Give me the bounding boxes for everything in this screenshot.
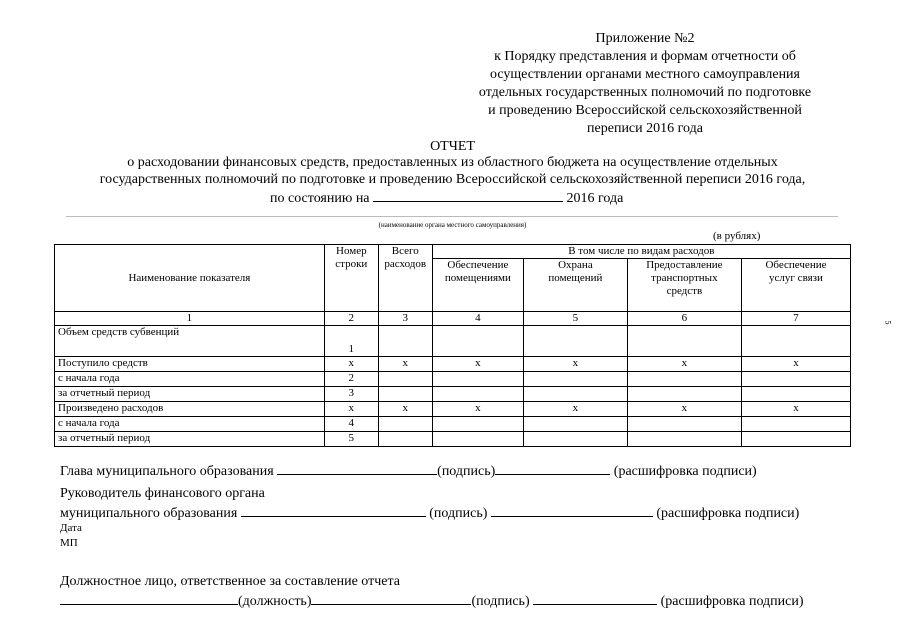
report-subtitle: о расходовании финансовых средств, предоставленных из областного бюджета на осуществление отдельных [127, 155, 778, 170]
value-cell[interactable] [627, 326, 741, 357]
position-caption: (должность) [238, 594, 312, 609]
signature-caption: (подпись) [437, 464, 496, 479]
row-code: 1 [324, 326, 378, 357]
official-name-field[interactable] [533, 592, 657, 605]
appendix-title: Приложение №2 [595, 31, 695, 46]
decoding-caption: (расшифровка подписи) [656, 506, 800, 521]
col-number: 4 [432, 312, 523, 326]
appendix-line: отдельных государственных полномочий по подготовке [478, 85, 812, 100]
as-of-line [270, 189, 623, 207]
decoding-caption: (расшифровка подписи) [660, 594, 804, 609]
value-cell: x [627, 402, 741, 417]
report-table [54, 244, 851, 447]
page-number: 5 [883, 320, 893, 325]
value-cell[interactable] [627, 432, 741, 447]
as-of-prefix: по состоянию на [270, 191, 370, 206]
official-label: Должностное лицо, ответственное за составление отчета [60, 574, 400, 589]
col-number: 6 [627, 312, 741, 326]
value-cell[interactable] [378, 326, 432, 357]
row-code: 5 [324, 432, 378, 447]
col-number: 1 [55, 312, 325, 326]
official-position-field[interactable] [60, 592, 238, 605]
row-name: Объем средств субвенций [55, 326, 325, 357]
value-cell[interactable] [741, 432, 850, 447]
row-name: за отчетный период [55, 387, 325, 402]
finance-signature-line [60, 504, 799, 522]
finance-name-field[interactable] [491, 504, 653, 517]
value-cell[interactable] [524, 387, 628, 402]
row-code: x [324, 357, 378, 372]
table-row [55, 387, 851, 402]
stamp-label: МП [60, 537, 78, 549]
appendix-line: переписи 2016 года [587, 121, 703, 136]
header-name: Наименование показателя [55, 245, 325, 312]
value-cell: x [524, 357, 628, 372]
col-number: 5 [524, 312, 628, 326]
value-cell: x [378, 357, 432, 372]
value-cell[interactable] [741, 326, 850, 357]
row-name: с начала года [55, 372, 325, 387]
header-security: Охрана помещений [524, 259, 628, 312]
table-row [55, 432, 851, 447]
row-code: 4 [324, 417, 378, 432]
head-signature-line [60, 462, 757, 480]
header-communications: Обеспечение услуг связи [741, 259, 850, 312]
value-cell[interactable] [432, 387, 523, 402]
units-label: (в рублях) [713, 230, 761, 242]
date-label: Дата [60, 522, 82, 534]
org-name-field[interactable] [66, 216, 838, 217]
value-cell[interactable] [378, 387, 432, 402]
table-row [55, 402, 851, 417]
value-cell[interactable] [627, 387, 741, 402]
appendix-line: к Порядку представления и формам отчетности об [494, 49, 796, 64]
appendix-header [460, 30, 830, 138]
head-signature-field[interactable] [277, 462, 437, 475]
value-cell[interactable] [524, 417, 628, 432]
decoding-caption: (расшифровка подписи) [613, 464, 757, 479]
value-cell[interactable] [432, 432, 523, 447]
value-cell[interactable] [378, 432, 432, 447]
value-cell: x [627, 357, 741, 372]
value-cell[interactable] [524, 326, 628, 357]
header-premises: Обеспечение помещениями [432, 259, 523, 312]
col-number: 7 [741, 312, 850, 326]
as-of-suffix: 2016 года [566, 191, 624, 206]
value-cell: x [741, 402, 850, 417]
finance-label: Руководитель финансового органа [60, 486, 265, 501]
appendix-line: осуществлении органами местного самоуправления [490, 67, 800, 82]
report-subtitle: государственных полномочий по подготовке и проведению Всероссийской сельскохозяйственной переписи 2016 года, [99, 172, 806, 187]
row-name: за отчетный период [55, 432, 325, 447]
value-cell[interactable] [741, 372, 850, 387]
value-cell[interactable] [627, 372, 741, 387]
value-cell[interactable] [378, 372, 432, 387]
value-cell[interactable] [741, 417, 850, 432]
appendix-line: и проведению Всероссийской сельскохозяйственной [488, 103, 802, 118]
value-cell[interactable] [627, 417, 741, 432]
official-signature-field[interactable] [311, 592, 471, 605]
value-cell[interactable] [741, 387, 850, 402]
head-label: Глава муниципального образования [60, 464, 274, 479]
table-row [55, 326, 851, 357]
finance-signature-field[interactable] [241, 504, 426, 517]
value-cell: x [524, 402, 628, 417]
value-cell[interactable] [432, 372, 523, 387]
row-code: 3 [324, 387, 378, 402]
table-row [55, 357, 851, 372]
value-cell: x [432, 357, 523, 372]
value-cell[interactable] [432, 326, 523, 357]
report-title: ОТЧЕТ [430, 139, 475, 154]
table-row [55, 417, 851, 432]
row-code: x [324, 402, 378, 417]
value-cell[interactable] [432, 417, 523, 432]
col-number: 2 [324, 312, 378, 326]
value-cell: x [741, 357, 850, 372]
row-name: Произведено расходов [55, 402, 325, 417]
official-signature-line [60, 592, 804, 610]
as-of-date-field[interactable] [373, 189, 563, 202]
col-number: 3 [378, 312, 432, 326]
signature-caption: (подпись) [429, 506, 488, 521]
org-caption: (наименование органа местного самоуправления) [378, 221, 527, 229]
row-name: с начала года [55, 417, 325, 432]
value-cell: x [378, 402, 432, 417]
table-row [55, 372, 851, 387]
value-cell[interactable] [524, 432, 628, 447]
value-cell: x [432, 402, 523, 417]
header-transport: Предоставление транспортных средств [627, 259, 741, 312]
head-name-field[interactable] [495, 462, 610, 475]
header-row-number: Номер строки [324, 245, 378, 312]
value-cell[interactable] [378, 417, 432, 432]
value-cell[interactable] [524, 372, 628, 387]
row-name: Поступило средств [55, 357, 325, 372]
header-total: Всего расходов [378, 245, 432, 312]
header-group: В том числе по видам расходов [432, 245, 850, 259]
row-code: 2 [324, 372, 378, 387]
column-number-row [55, 312, 851, 326]
finance-label-2: муниципального образования [60, 506, 238, 521]
signature-caption: (подпись) [471, 594, 530, 609]
